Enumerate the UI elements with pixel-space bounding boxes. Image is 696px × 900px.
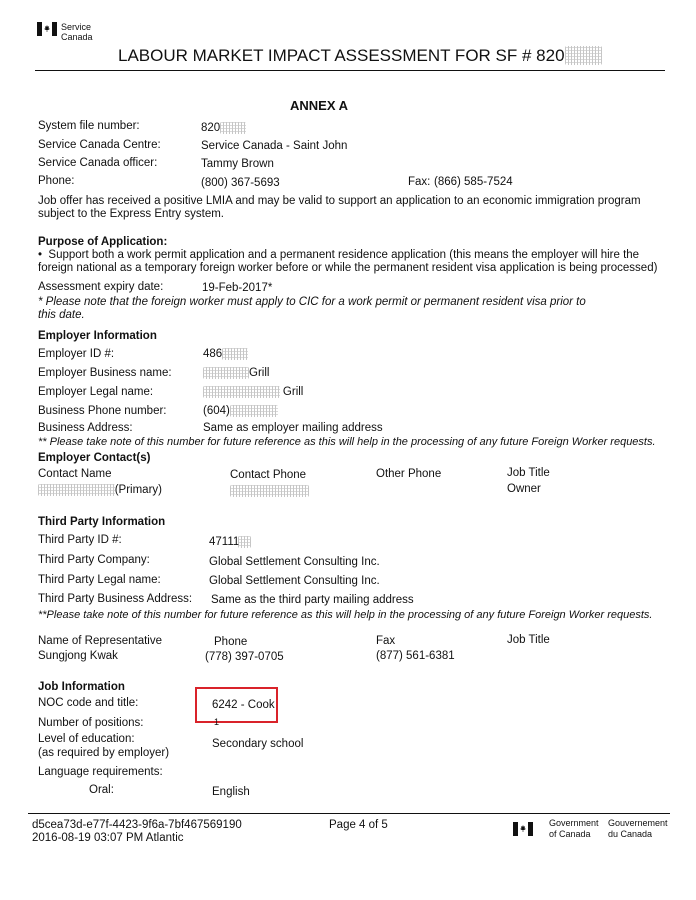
gov-wordmark-fr — [608, 818, 668, 840]
noc-value: 6242 - Cook — [212, 699, 275, 711]
third-party-id-value: 47111 — [209, 536, 239, 548]
expiry-label: Assessment expiry date: — [38, 281, 164, 293]
system-file-label: System file number: — [38, 120, 140, 132]
representative-fax-value: (877) 561-6381 — [376, 650, 455, 662]
education-label: Level of education: — [38, 733, 135, 745]
representative-fax-header: Fax — [376, 635, 396, 647]
third-party-company-value: Global Settlement Consulting Inc. — [209, 556, 380, 568]
noc-label: NOC code and title: — [38, 697, 139, 709]
purpose-bullet-text: Support both a work permit application and a permanent residence application (this means the employer will hire the foreign national as a temporary foreign worker before or while the permanent resident visa application is being processed) — [38, 249, 658, 274]
gov-en-line-1: Government — [549, 818, 599, 828]
expiry-value: 19-Feb-2017* — [202, 282, 273, 294]
employer-business-value: Grill — [249, 367, 270, 379]
contact-name-value: (Primary) — [114, 484, 162, 496]
contact-title-header: Job Title — [507, 467, 550, 479]
officer-label: Service Canada officer: — [38, 157, 158, 169]
fax-label: Fax: — [408, 176, 431, 188]
positions-label: Number of positions: — [38, 717, 144, 729]
employer-legal-label: Employer Legal name: — [38, 386, 154, 398]
representative-name-value: Sungjong Kwak — [38, 650, 118, 662]
business-phone-label: Business Phone number: — [38, 405, 167, 417]
gov-fr-line-2: du Canada — [608, 829, 653, 839]
purpose-heading: Purpose of Application: — [38, 236, 168, 248]
positions-value: 1 — [214, 717, 220, 727]
gov-wordmark-en — [549, 818, 599, 840]
employer-legal-value: Grill — [282, 386, 304, 398]
business-address-label: Business Address: — [38, 422, 133, 434]
representative-phone-header: Phone — [214, 636, 248, 648]
phone-value: (800) 367-5693 — [201, 177, 280, 189]
gov-en-line-2: of Canada — [549, 829, 591, 839]
page-title-text: LABOUR MARKET IMPACT ASSESSMENT FOR SF # 820 — [118, 46, 565, 65]
centre-label: Service Canada Centre: — [38, 139, 161, 151]
wordmark-line-1: Service — [61, 22, 92, 32]
representative-name-header: Name of Representative — [38, 635, 163, 647]
expiry-note: * Please note that the foreign worker must apply to CIC for a work permit or permanent resident visa prior to this date. — [38, 296, 586, 321]
contact-phone-header: Contact Phone — [230, 469, 307, 481]
third-party-legal-label: Third Party Legal name: — [38, 574, 161, 586]
education-sub-label: (as required by employer) — [38, 747, 170, 759]
third-party-id-label: Third Party ID #: — [38, 534, 122, 546]
footer-page-number: Page 4 of 5 — [329, 819, 388, 831]
system-file-value: 820 — [201, 122, 221, 134]
redacted-contact-phone — [230, 485, 309, 497]
third-party-heading: Third Party Information — [38, 516, 166, 528]
other-phone-header: Other Phone — [376, 468, 442, 480]
canada-flag-icon — [513, 822, 533, 836]
redacted-employer-id — [222, 348, 248, 360]
third-party-company-label: Third Party Company: — [38, 554, 150, 566]
third-party-legal-value: Global Settlement Consulting Inc. — [209, 575, 380, 587]
wordmark-line-2: Canada — [61, 32, 93, 42]
language-label: Language requirements: — [38, 766, 163, 778]
education-value: Secondary school — [212, 738, 304, 750]
oral-label: Oral: — [89, 784, 114, 796]
third-party-address-value: Same as the third party mailing address — [211, 594, 414, 606]
business-phone-value: (604) — [203, 405, 230, 417]
employer-heading: Employer Information — [38, 330, 157, 342]
job-heading: Job Information — [38, 681, 125, 693]
centre-value: Service Canada - Saint John — [201, 140, 348, 152]
gov-fr-line-1: Gouvernement — [608, 818, 668, 828]
redacted-business-phone — [230, 405, 279, 417]
service-canada-wordmark — [61, 22, 93, 42]
redacted-system-file — [220, 122, 246, 134]
redacted-business-name — [203, 367, 249, 379]
contact-name-header: Contact Name — [38, 468, 112, 480]
job-offer-text: Job offer has received a positive LMIA and may be valid to support an application to an economic immigration program subject to the Express Entry system. — [38, 195, 641, 220]
employer-business-label: Employer Business name: — [38, 367, 172, 379]
fax-value: (866) 585-7524 — [434, 176, 513, 188]
representative-phone-value: (778) 397-0705 — [205, 651, 284, 663]
header-rule — [35, 70, 665, 71]
redacted-third-party-id — [238, 536, 251, 548]
third-party-address-label: Third Party Business Address: — [38, 593, 193, 605]
business-address-value: Same as employer mailing address — [203, 422, 383, 434]
redacted-file-number — [565, 46, 603, 65]
employer-id-value: 486 — [203, 348, 223, 360]
contact-title-value: Owner — [507, 483, 541, 495]
employer-id-label: Employer ID #: — [38, 348, 115, 360]
canada-flag-icon — [37, 22, 57, 36]
employer-contacts-heading: Employer Contact(s) — [38, 452, 151, 464]
phone-label: Phone: — [38, 175, 75, 187]
footer-doc-id: d5cea73d-e77f-4423-9f6a-7bf467569190 — [32, 819, 242, 831]
footer-timestamp: 2016-08-19 03:07 PM Atlantic — [32, 832, 184, 844]
annex-title: ANNEX A — [290, 98, 349, 113]
employer-note: ** Please take note of this number for future reference as this will help in the processing of any future Foreign Worker requests. — [38, 436, 656, 448]
footer-rule — [28, 813, 670, 814]
third-party-note: **Please take note of this number for future reference as this will help in the processing of any future Foreign Worker requests. — [38, 609, 653, 621]
redacted-contact-name — [38, 484, 115, 496]
redacted-legal-name — [203, 386, 280, 398]
page-title — [118, 46, 602, 66]
purpose-bullet: • Support both a work permit application and a permanent residence application (this means the employer will hire the foreign national as a temporary foreign worker before or while the permanent resident visa application is being processed) — [38, 249, 658, 274]
oral-value: English — [212, 786, 250, 798]
representative-title-header: Job Title — [507, 634, 550, 646]
officer-value: Tammy Brown — [201, 158, 274, 170]
